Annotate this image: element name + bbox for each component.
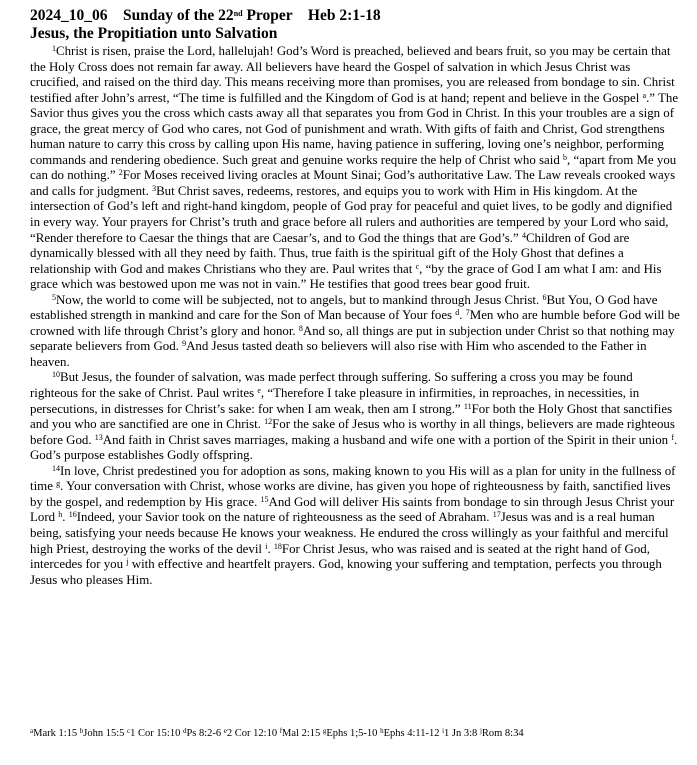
footnote bbox=[380, 728, 439, 739]
footnote bbox=[442, 728, 477, 739]
footnote-mark: a bbox=[30, 727, 34, 735]
footnote bbox=[127, 728, 180, 739]
verse-or-note-marker: 3 bbox=[152, 183, 157, 193]
footnote-mark: f bbox=[279, 727, 283, 735]
paragraph-text: . bbox=[267, 541, 274, 556]
paragraph-text: . Your conversation with Christ, whose works are divine, has given you hope of righteousness by faith, sanctified lives by the gospel, and redemption by His grace. bbox=[30, 479, 671, 509]
document-subtitle: Jesus, the Propitiation unto Salvation bbox=[30, 25, 278, 42]
verse-or-note-marker: b bbox=[563, 152, 568, 162]
footnote-mark: h bbox=[380, 727, 384, 735]
document-title bbox=[30, 6, 681, 25]
paragraph-text: with effective and heartfelt prayers. God, knowing your suffering and temptation, perfects you through Jesus who pleases Him. bbox=[30, 557, 662, 587]
footnote-reference: John 15:5 bbox=[83, 728, 125, 739]
footnote bbox=[30, 728, 77, 739]
footnote-reference: Mark 1:15 bbox=[33, 728, 78, 739]
footnote-reference: Ephs 4:11-12 bbox=[383, 728, 440, 739]
paragraph-text: In love, Christ predestined you for adoption as sons, making known to you His will as a plan for unity in the fullness of time bbox=[30, 463, 676, 494]
title-reference: Heb 2:1-18 bbox=[307, 7, 381, 24]
verse-or-note-marker: 17 bbox=[492, 510, 501, 520]
verse-or-note-marker: i bbox=[265, 541, 268, 551]
verse-or-note-marker: h bbox=[58, 510, 63, 520]
verse-or-note-marker: e bbox=[257, 386, 261, 396]
footnote bbox=[480, 728, 524, 739]
paragraph-text: For Moses received living oracles at Mount Sinai; God’s authoritative Law. The Law reveals crooked ways and calls for judgment. bbox=[30, 168, 676, 198]
paragraph-text: Indeed, your Savior took on the nature of righteousness as the seed of Abraham. bbox=[76, 510, 493, 525]
paragraph bbox=[30, 293, 681, 371]
paragraph-text: Men who are humble before God will be crowned with life through Christ’s glory and honor. bbox=[30, 308, 680, 338]
footnote-reference: Rom 8:34 bbox=[481, 728, 524, 739]
paragraph-text: For Christ Jesus, who was raised and is seated at the right hand of God, intercedes for you bbox=[30, 541, 650, 572]
paragraph-text: , “Therefore I take pleasure in infirmities, in reproaches, in necessities, in persecutions, in distresses for Christ’s sake: for when I am weak, then am I strong.” bbox=[30, 386, 640, 416]
verse-or-note-marker: 5 bbox=[52, 292, 56, 302]
paragraph bbox=[30, 44, 681, 293]
footnote-mark: d bbox=[182, 727, 187, 735]
verse-or-note-marker: 8 bbox=[298, 323, 303, 333]
footnote-reference: Ephs 1;5-10 bbox=[326, 728, 378, 739]
verse-or-note-marker: 11 bbox=[463, 401, 472, 411]
verse-or-note-marker: 2 bbox=[118, 168, 123, 178]
paragraph-text: .” The Savior thus gives you the cross which casts away all that separates you from God in Christ. In this your troubles are a sign of grace, the great mercy of God who cares, not God of punishment and wrath. With gifts of faith and Christ, God strengthens human nature to carry this cross by calling upon His name, having patience in suffering, loving one’s neighbor, performing commands and rendering obedience. Such great and genuine works require the help of Christ who said bbox=[30, 90, 679, 167]
paragraph-text: And Jesus tasted death so believers will also rise with Him who ascended to the Father in heaven. bbox=[30, 339, 647, 369]
paragraph-text: Christ is risen, praise the Lord, hallelujah! God’s Word is preached, believed and bears fruit, so you may be certain that the Holy Cross does not remain far away. All believers have heard the Gospel of salvation in which Jesus Christ was crucified, and raised on the third day. This means receiving more than promises, you are released from bondage to sin. Christ testified after John’s arrest, “The time is fulfilled and the Kingdom of God is at hand; repent and believe in the Gospel bbox=[30, 44, 675, 105]
paragraph-text: For the sake of Jesus who is worthy in all things, believers are made righteous before God. bbox=[30, 417, 675, 447]
verse-or-note-marker: 6 bbox=[542, 292, 547, 302]
verse-or-note-marker: 15 bbox=[260, 494, 269, 504]
verse-or-note-marker: 16 bbox=[68, 510, 77, 520]
footnote bbox=[224, 728, 277, 739]
paragraph bbox=[30, 464, 681, 588]
footnotes bbox=[30, 728, 524, 739]
verse-or-note-marker: g bbox=[56, 479, 61, 489]
verse-or-note-marker: a bbox=[642, 90, 647, 100]
verse-or-note-marker: d bbox=[455, 308, 460, 318]
paragraph-text: But Christ saves, redeems, restores, and equips you to work with Him in His kingdom. At the intersection of God’s left and right-hand kingdom, people of God pray for peaceful and quiet lives, to be godly and dignified in every way. Your prayers for Christ’s truth and grace before all rulers and authorities are tempered by your Lord who said, “Render therefore to Caesar the things that are Caesar’s, and to God the things that are God’s.” bbox=[30, 183, 673, 245]
verse-or-note-marker: 14 bbox=[52, 463, 60, 473]
footnote-mark: j bbox=[479, 727, 482, 735]
paragraph-text: . bbox=[62, 510, 69, 525]
verse-or-note-marker: 4 bbox=[521, 230, 526, 240]
paragraph-text: And faith in Christ saves marriages, making a husband and wife one with a portion of the Spirit in their union bbox=[102, 432, 672, 447]
footnote-mark: g bbox=[322, 727, 327, 735]
paragraph bbox=[30, 370, 681, 463]
footnote bbox=[80, 728, 125, 739]
verse-or-note-marker: 9 bbox=[182, 339, 187, 349]
footnote-mark: i bbox=[442, 727, 445, 735]
verse-or-note-marker: 13 bbox=[94, 432, 103, 442]
title-day: Sunday of the 22nd Proper bbox=[123, 7, 293, 24]
footnote bbox=[323, 728, 378, 739]
footnote-reference: 1 Jn 3:8 bbox=[444, 728, 478, 739]
paragraph-text: But Jesus, the founder of salvation, was made perfect through suffering. So suffering a cross you may be found righteous for the sake of Christ. Paul writes bbox=[30, 370, 633, 401]
paragraph-text: Now, the world to come will be subjected, not to angels, but to mankind through Jesus Christ. bbox=[56, 292, 543, 307]
footnote-reference: Mal 2:15 bbox=[282, 728, 321, 739]
verse-or-note-marker: 12 bbox=[264, 417, 273, 427]
footnote bbox=[183, 728, 221, 739]
footnote-reference: 1 Cor 15:10 bbox=[130, 728, 181, 739]
paragraph-text: Jesus was and is a real human being, satisfying your needs because He knows your weakness. He endured the cross willingly as your faithful and merciful high Priest, destroying the works of the devil bbox=[30, 510, 669, 556]
footnote-reference: Ps 8:2-6 bbox=[186, 728, 222, 739]
paragraph-text: . God’s purpose establishes Godly offspring. bbox=[30, 432, 678, 463]
footnote-mark: b bbox=[79, 727, 84, 735]
verse-or-note-marker: 7 bbox=[465, 308, 470, 318]
verse-or-note-marker: 18 bbox=[273, 541, 282, 551]
paragraph-text: For both the Holy Ghost that sanctifies and you who are sanctified are one in Christ. bbox=[30, 401, 673, 432]
footnote-mark: c bbox=[127, 727, 131, 735]
document-body bbox=[30, 44, 681, 588]
verse-or-note-marker: c bbox=[415, 261, 420, 271]
paragraph-text: , “by the grace of God I am what I am: and His grace which was bestowed upon me was not in vain.” He testifies that good trees bear good fruit. bbox=[30, 261, 662, 292]
footnote-reference: 2 Cor 12:10 bbox=[226, 728, 278, 739]
title-date: 2024_10_06 bbox=[30, 7, 108, 24]
verse-or-note-marker: 10 bbox=[52, 370, 60, 380]
paragraph-text: , “apart from Me you can do nothing.” bbox=[30, 152, 677, 183]
paragraph-text: And so, all things are put in subjection under Christ so that nothing may separate believers from God. bbox=[30, 323, 675, 354]
paragraph-text: Children of God are dynamically blessed with all they need by faith. Thus, true faith is the spiritual gift of the Holy Ghost that defines a relationship with God and makes Christians who they are. Paul writes that bbox=[30, 230, 630, 276]
paragraph-text: And God will deliver His saints from bondage to sin through Jesus Christ your Lord bbox=[30, 494, 675, 525]
verse-or-note-marker: f bbox=[671, 432, 674, 442]
verse-or-note-marker: 1 bbox=[52, 44, 56, 53]
paragraph-text: But You, O God have established strength in mankind and care for the Son of Man because of Your foes bbox=[30, 292, 658, 323]
footnote bbox=[280, 728, 321, 739]
paragraph-text: . bbox=[459, 308, 466, 323]
verse-or-note-marker: j bbox=[126, 557, 129, 567]
footnote-mark: e bbox=[223, 727, 227, 735]
